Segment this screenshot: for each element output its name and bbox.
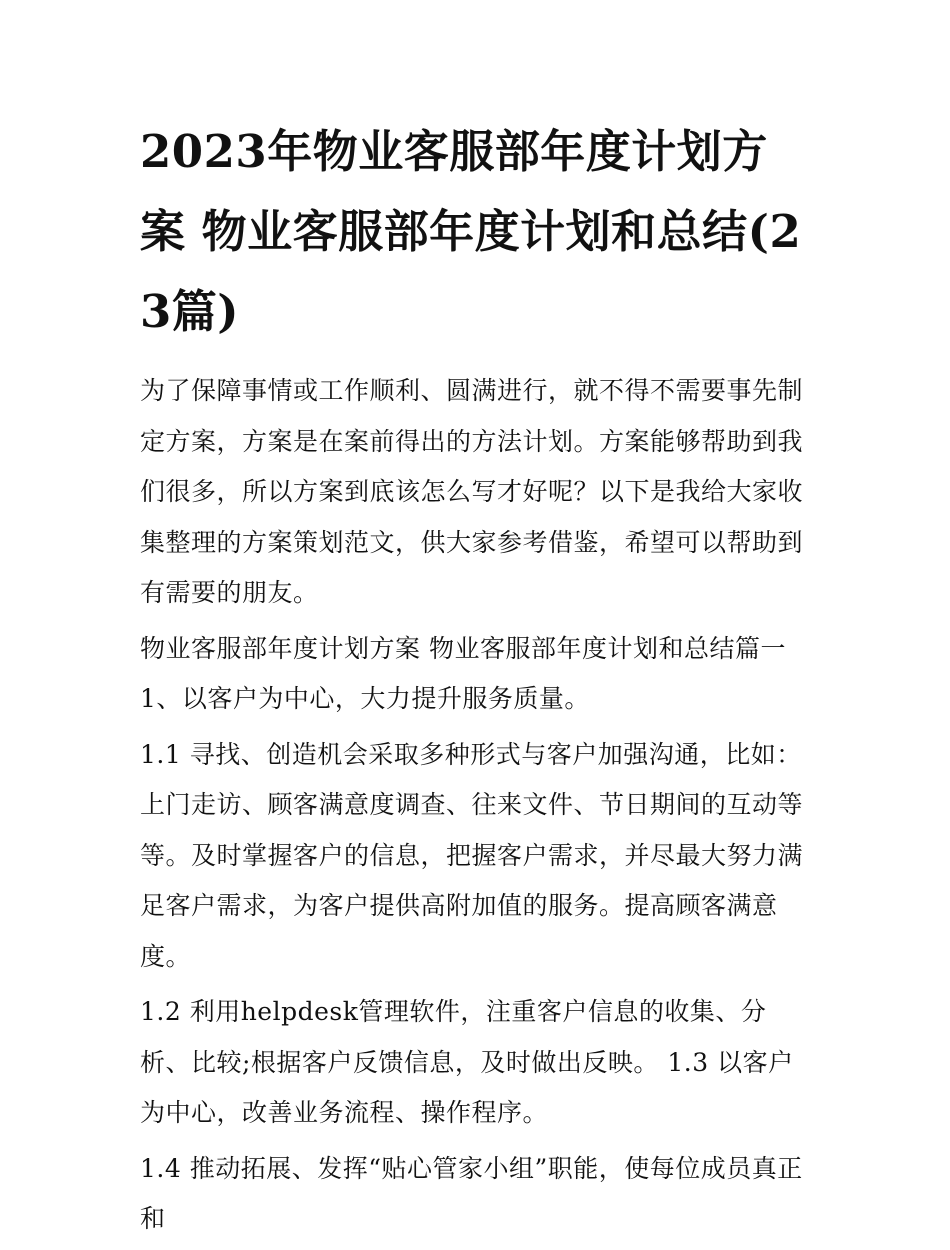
document-title: 2023年物业客服部年度计划方案 物业客服部年度计划和总结(23篇) <box>140 125 802 338</box>
paragraph-item-1-2: 1.2 利用helpdesk管理软件，注重客户信息的收集、分析、比较;根据客户反馈信息，及时做出反映。 1.3 以客户为中心，改善业务流程、操作程序。 <box>140 997 794 1127</box>
paragraph-item-1-1: 1.1 寻找、创造机会采取多种形式与客户加强沟通，比如：上门走访、顾客满意度调查、往来文件、节日期间的互动等等。及时掌握客户的信息，把握客户需求，并尽最大努力满足客户需求，为客户提供高附加值的服务。提高顾客满意度。 <box>140 739 804 971</box>
document-body <box>140 112 812 1250</box>
paragraph-section-1: 物业客服部年度计划方案 物业客服部年度计划和总结篇一 1、以客户为中心，大力提升服务质量。 <box>140 633 786 713</box>
paragraph-intro: 为了保障事情或工作顺利、圆满进行，就不得不需要事先制定方案，方案是在案前得出的方法计划。方案能够帮助到我们很多，所以方案到底该怎么写才好呢？以下是我给大家收集整理的方案策划范文，供大家参考借鉴，希望可以帮助到有需要的朋友。 <box>140 376 804 607</box>
paragraph-item-1-4: 1.4 推动拓展、发挥“贴心管家小组”职能，使每位成员真正和 <box>140 1153 803 1233</box>
